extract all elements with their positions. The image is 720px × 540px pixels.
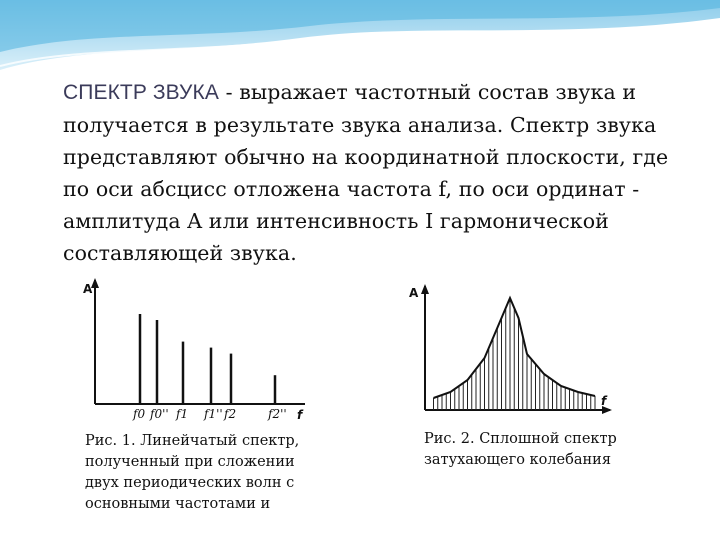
fig2-y-axis-label: A <box>409 286 419 300</box>
intro-paragraph <box>63 76 693 269</box>
fig1-tick-label-0: f0 <box>133 407 146 421</box>
figure-2-caption: Рис. 2. Сплошной спектр затухающего колебания <box>424 431 617 468</box>
fig1-y-axis-label: A <box>83 282 93 296</box>
intro-lead-term: СПЕКТР ЗВУКА <box>63 81 219 104</box>
fig2-hatching <box>434 298 596 410</box>
fig2-y-arrow <box>421 284 429 294</box>
fig1-tick-label-3: f1'' <box>204 407 223 421</box>
fig1-tick-label-2: f1 <box>176 407 189 421</box>
fig1-tick-label-5: f2'' <box>268 407 287 421</box>
fig2-x-axis-label: f <box>601 394 607 408</box>
figure-1-caption: Рис. 1. Линейчатый спектр, полученный при сложении двух периодических волн с основными частотами и <box>85 433 300 512</box>
fig1-x-axis-label: f <box>297 408 303 422</box>
fig1-tick-label-4: f2 <box>224 407 237 421</box>
continuous-spectrum-chart <box>395 272 645 422</box>
fig1-tick-label-1: f0'' <box>150 407 169 421</box>
intro-text: - выражает частотный состав звука и получается в результате звука анализа. Спектр звука представляют обычно на координатной плоскости, где по оси абсцисс отложена частота f, по оси ординат - амплитуда A или интенсивность I гармонической составляющей звука. <box>63 80 669 265</box>
fig1-bars <box>140 314 275 404</box>
